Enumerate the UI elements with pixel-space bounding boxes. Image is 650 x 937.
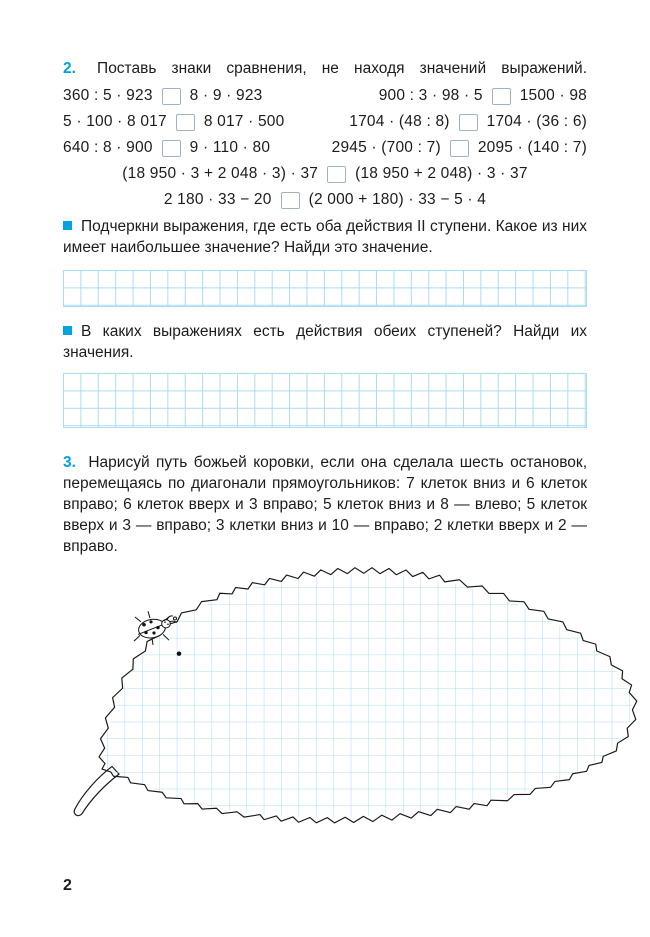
comparison-box[interactable] — [450, 140, 469, 157]
leaf-grid[interactable] — [55, 565, 650, 831]
exercise-3-moves: 7 клеток вниз и 6 клеток вправо; 6 клеток вверх и 3 вправо; 5 клеток вниз и 8 — влево; 5 клеток вверх и 3 — вправо; 3 клетки вниз и 10 — вправо; 2 клетки вверх и 2 — вправо. — [63, 475, 588, 555]
expression: (18 950 + 2 048) · 3 · 37 — [355, 165, 528, 182]
comparison-pair — [349, 113, 587, 131]
expression: 8 · 9 · 923 — [189, 87, 263, 104]
expression: 9 · 110 · 80 — [189, 139, 271, 156]
comparison-box[interactable] — [162, 140, 181, 157]
subtask-2-text: В каких выражениях есть действия обеих ступеней? Найди их значения. — [63, 323, 587, 361]
comparison-box[interactable] — [327, 166, 346, 183]
comparison-box[interactable] — [176, 114, 195, 131]
answer-grid-2[interactable] — [63, 373, 587, 428]
expression: (18 950 · 3 + 2 048 · 3) · 37 — [122, 165, 319, 182]
page-number: 2 — [63, 877, 72, 894]
expression: (2 000 + 180) · 33 − 5 · 4 — [308, 191, 487, 208]
comparison-pair — [63, 113, 284, 131]
answer-grid-1[interactable] — [63, 270, 587, 307]
comparison-row-4 — [63, 164, 587, 184]
comparison-pair — [379, 87, 587, 105]
expression: 360 : 5 · 923 — [63, 87, 153, 104]
expression: 1704 · (48 : 8) — [349, 113, 450, 130]
comparison-row-5 — [63, 190, 587, 210]
comparison-box[interactable] — [281, 192, 300, 209]
leaf-drawing-area[interactable] — [55, 565, 650, 831]
exercise-3-number: 3. — [63, 454, 76, 471]
bullet-square-icon — [63, 326, 72, 335]
exercise-3-intro — [63, 452, 587, 557]
subtask-1-text: Подчеркни выражения, где есть оба действия II ступени. Какое из них имеет наибольшее значение? Найди это значение. — [63, 218, 587, 256]
comparison-row-2 — [63, 112, 587, 132]
exercise-3-section — [63, 452, 587, 831]
comparison-row-1 — [63, 86, 587, 106]
expression: 1704 · (36 : 6) — [486, 113, 587, 130]
comparison-rows — [63, 86, 587, 210]
expression: 1500 · 98 — [519, 87, 587, 104]
bullet-square-icon — [63, 221, 72, 230]
comparison-box[interactable] — [162, 88, 181, 105]
expression: 2945 · (700 : 7) — [331, 139, 441, 156]
comparison-box[interactable] — [492, 88, 511, 105]
ladybug-leaf-figure — [55, 565, 650, 831]
expression: 900 : 3 · 98 · 5 — [378, 87, 483, 104]
expression: 640 : 8 · 900 — [63, 139, 153, 156]
expression: 2 180 · 33 − 20 — [163, 191, 272, 208]
path-start-dot — [177, 651, 182, 655]
exercise-2-intro — [63, 58, 587, 80]
comparison-pair — [332, 139, 587, 157]
comparison-box[interactable] — [459, 114, 478, 131]
exercise-3-title: Нарисуй путь божьей коровки, если она сделала шесть остановок, перемещаясь по диагонали прямоугольников: — [63, 454, 588, 492]
comparison-pair — [164, 191, 486, 209]
exercise-2-title: Поставь знаки сравнения, не находя значений выражений. — [97, 60, 588, 77]
exercise-2-number: 2. — [63, 60, 76, 77]
comparison-pair — [122, 165, 527, 183]
comparison-row-3 — [63, 138, 587, 158]
expression: 5 · 100 · 8 017 — [63, 113, 167, 130]
comparison-pair — [63, 87, 263, 105]
expression: 2095 · (140 : 7) — [477, 139, 587, 156]
subtask-1 — [63, 216, 587, 258]
expression: 8 017 · 500 — [203, 113, 285, 130]
comparison-pair — [63, 139, 270, 157]
exercise-2-section — [63, 58, 587, 428]
subtask-2 — [63, 321, 587, 363]
